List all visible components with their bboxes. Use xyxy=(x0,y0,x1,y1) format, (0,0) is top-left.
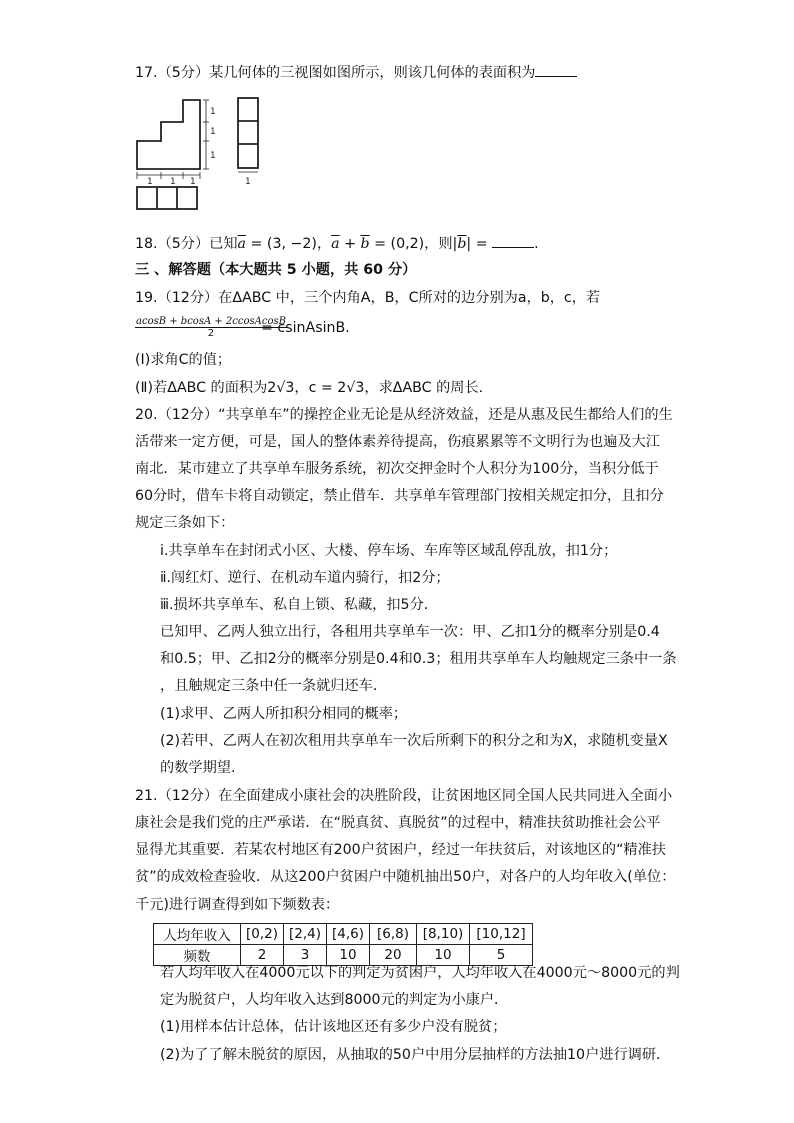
table-cell: 10 xyxy=(327,945,370,966)
q21-line1: 21.（12分）在全面建成小康社会的决胜阶段，让贫困地区同全国人民共同进入全面小 xyxy=(135,788,673,804)
table-cell: [6,8) xyxy=(370,924,417,945)
q19-part1: (Ⅰ)求角C的值； xyxy=(135,352,232,368)
table-header-cell: 频数 xyxy=(154,945,241,966)
table-cell: 5 xyxy=(470,945,533,966)
dim-label: 1 xyxy=(190,177,196,187)
frequency-table xyxy=(153,923,533,966)
q19-equation-rhs: = csinAsinB. xyxy=(261,320,350,336)
q20-line3: 南北．某市建立了共享单车服务系统，初次交押金时个人积分为100分，当积分低于 xyxy=(135,461,659,477)
q20-para3: ，且触规定三条中任一条就归还车． xyxy=(160,678,388,694)
q20-line5: 规定三条如下： xyxy=(135,515,235,531)
q20-line2: 活带来一定方便，可是，国人的整体素养待提高，伤痕累累等不文明行为也遍及大江 xyxy=(135,434,660,450)
table-cell: [2,4) xyxy=(284,924,327,945)
dim-label: 1 xyxy=(147,177,153,187)
table-cell: [4,6) xyxy=(327,924,370,945)
q20-para2: 和0.5；甲、乙扣2分的概率分别是0.4和0.3；租用共享单车人均触规定三条中一条 xyxy=(160,651,677,667)
q20-sub2: (2)若甲、乙两人在初次租用共享单车一次后所剩下的积分之和为X，求随机变量X xyxy=(160,733,668,749)
q21-line3: 显得尤其重要．若某农村地区有200户贫困户，经过一年扶贫后，对该地区的“精准扶 xyxy=(135,842,666,858)
table-cell: [8,10) xyxy=(417,924,470,945)
table-cell: [10,12] xyxy=(470,924,533,945)
table-row xyxy=(154,924,533,945)
q20-line4: 60分时，借车卡将自动锁定，禁止借车．共享单车管理部门按相关规定扣分，且扣分 xyxy=(135,488,664,504)
q20-line1: 20.（12分）“共享单车”的操控企业无论是从经济效益，还是从惠及民生都给人们的生 xyxy=(135,407,673,423)
q21-line2: 康社会是我们党的庄严承诺．在“脱真贫、真脱贫”的过程中，精准扶贫助推社会公平 xyxy=(135,815,661,831)
q19-part2: (Ⅱ)若ΔABC 的面积为2√3，c = 2√3，求ΔABC 的周长. xyxy=(135,380,484,396)
q18-text: 18.（5分）已知$\overline{a} = (3$, −2)，$\overline{a} + \overline{b} = (0,2)$，则$|\overline{b}|$ = . xyxy=(135,233,539,254)
dim-label: 1 xyxy=(170,177,176,187)
q21-sub2: (2)为了了解未脱贫的原因，从抽取的50户中用分层抽样的方法抽10户进行调研． xyxy=(160,1047,671,1063)
q20-rule3: ⅲ.损坏共享单车、私自上锁、私藏，扣5分． xyxy=(160,597,438,613)
q21-sub1: (1)用样本估计总体，估计该地区还有多少户没有脱贫； xyxy=(160,1019,507,1035)
dim-label: 1 xyxy=(245,177,251,187)
q20-rule1: ⅰ.共享单车在封闭式小区、大楼、停车场、车库等区域乱停乱放，扣1分； xyxy=(160,543,618,559)
table-cell: 3 xyxy=(284,945,327,966)
q19-fraction: $\frac{\text{acosB + bcosA + 2ccosAcosB}}{2}$ xyxy=(136,316,286,339)
table-cell: 20 xyxy=(370,945,417,966)
table-cell: 2 xyxy=(241,945,284,966)
q17-text: 17.（5分）某几何体的三视图如图所示，则该几何体的表面积为 xyxy=(135,62,577,83)
three-view-figure xyxy=(128,94,278,214)
table-cell: [0,2) xyxy=(241,924,284,945)
q20-sub2b: 的数学期望. xyxy=(160,760,236,776)
q20-rule2: ⅱ.闯红灯、逆行、在机动车道内骑行，扣2分； xyxy=(160,570,450,586)
section-heading: 三 、解答题（本大题共 5 小题，共 60 分） xyxy=(135,262,417,278)
answer-blank xyxy=(535,62,577,77)
table-cell: 10 xyxy=(417,945,470,966)
q21-para2: 定为脱贫户，人均年收入达到8000元的判定为小康户． xyxy=(160,992,509,1008)
answer-blank xyxy=(492,233,534,248)
q21-line5: 千元)进行调查得到如下频数表： xyxy=(135,897,340,913)
q19-line1: 19.（12分）在ΔABC 中，三个内角A，B，C所对的边分别为a，b，c，若 xyxy=(135,290,601,306)
dim-label: 1 xyxy=(210,107,216,117)
q21-line4: 贫”的成效检查验收．从这200户贫困户中随机抽出50户，对各户的人均年收入(单位： xyxy=(135,869,676,885)
table-header-cell: 人均年收入 xyxy=(154,924,241,945)
q20-sub1: (1)求甲、乙两人所扣积分相同的概率； xyxy=(160,706,408,722)
q20-para1: 已知甲、乙两人独立出行，各租用共享单车一次：甲、乙扣1分的概率分别是0.4 xyxy=(160,624,660,640)
dim-label: 1 xyxy=(210,127,216,137)
dim-label: 1 xyxy=(210,151,216,161)
q21-para1: 若人均年收入在4000元以下的判定为贫困户，人均年收入在4000元～8000元的判 xyxy=(160,965,680,981)
